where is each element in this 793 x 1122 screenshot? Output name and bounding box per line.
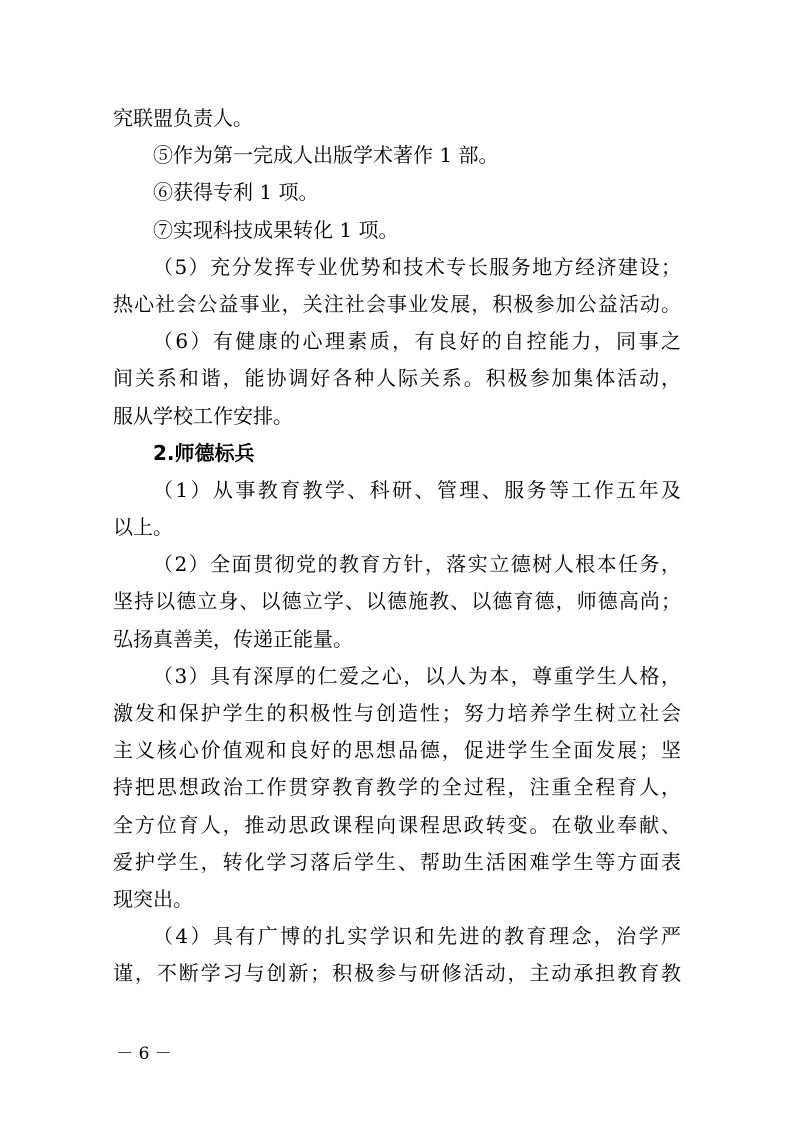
page-number-text: － 6 － <box>116 1044 172 1064</box>
text-line: 谨，不断学习与创新；积极参与研修活动，主动承担教育教 <box>113 961 681 986</box>
text-line: ⑤作为第一完成人出版学术著作 1 部。 <box>153 143 499 168</box>
text-line: 弘扬真善美，传递正能量。 <box>113 626 353 651</box>
text-line: 以上。 <box>113 515 173 540</box>
text-line: 究联盟负责人。 <box>113 106 253 130</box>
text-line: 服从学校工作安排。 <box>113 403 293 428</box>
text-line: 现突出。 <box>113 886 193 911</box>
section-heading: 2.师德标兵 <box>153 440 255 465</box>
text-line: 热心社会公益事业，关注社会事业发展，积极参加公益活动。 <box>113 291 681 316</box>
text-line: （1）从事教育教学、科研、管理、服务等工作五年及 <box>153 477 681 502</box>
text-line: 坚持以德立身、以德立学、以德施教、以德育德，师德高尚； <box>113 589 681 614</box>
text-line: 主义核心价值观和良好的思想品德，促进学生全面发展；坚 <box>113 738 681 763</box>
page-number <box>0 1044 793 1064</box>
text-line: （3）具有深厚的仁爱之心，以人为本，尊重学生人格， <box>153 663 681 688</box>
text-line: ⑥获得专利 1 项。 <box>153 180 319 205</box>
text-line: 持把思想政治工作贯穿教育教学的全过程，注重全程育人， <box>113 775 681 800</box>
text-line: 全方位育人，推动思政课程向课程思政转变。在敬业奉献、 <box>113 812 681 837</box>
document-body <box>113 100 681 993</box>
text-line: （2）全面贯彻党的教育方针，落实立德树人根本任务， <box>153 552 681 577</box>
text-line: （6）有健康的心理素质，有良好的自控能力，同事之 <box>153 329 681 354</box>
text-line: （5）充分发挥专业优势和技术专长服务地方经济建设； <box>153 254 681 279</box>
text-line: 间关系和谐，能协调好各种人际关系。积极参加集体活动， <box>113 366 681 391</box>
text-line: ⑦实现科技成果转化 1 项。 <box>153 217 399 242</box>
text-line: 爱护学生，转化学习落后学生、帮助生活困难学生等方面表 <box>113 849 681 874</box>
text-line: 激发和保护学生的积极性与创造性；努力培养学生树立社会 <box>113 701 681 725</box>
text-line: （4）具有广博的扎实学识和先进的教育理念，治学严 <box>153 924 681 949</box>
